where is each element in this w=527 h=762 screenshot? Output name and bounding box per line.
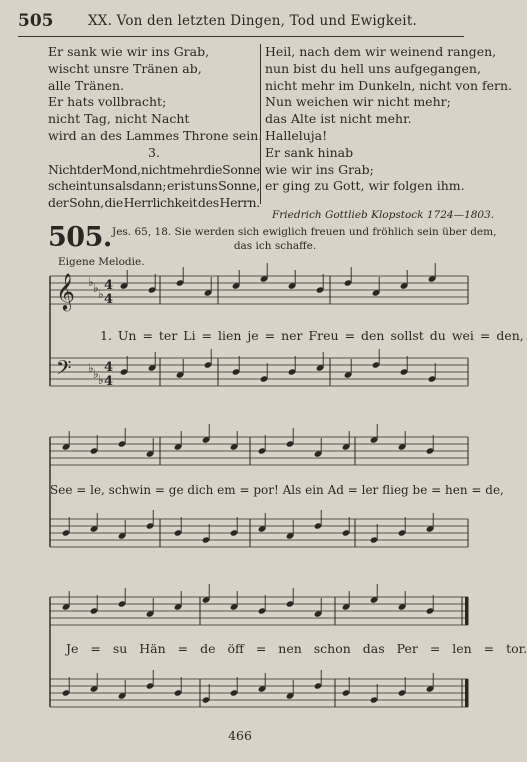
poem-line: alle Tränen. (48, 77, 125, 93)
lyrics-line-2: See = le, schwin = ge dich em = por! Als ein Ad = ler flieg be = hen = de, (50, 483, 504, 497)
bass-clef: 𝄢 (56, 356, 72, 384)
poem-line: wie wir ins Grab; (265, 161, 374, 177)
scripture-reference-cont: das ich schaffe. (233, 240, 317, 252)
final-barline (465, 679, 468, 707)
flat-sign: ♭ (98, 287, 104, 301)
flat-sign: ♭ (88, 275, 94, 289)
stanza-number: 3. (148, 144, 160, 160)
flat-sign: ♭ (93, 281, 99, 295)
poem-line: er ging zu Gott, wir folgen ihm. (265, 178, 465, 194)
scripture-reference: Jes. 65, 18. Sie werden sich ewiglich freuen und fröhlich sein über dem, (112, 226, 497, 238)
melody-label: Eigene Melodie. (58, 256, 145, 268)
flat-sign: ♭ (93, 367, 99, 381)
time-signature: 4 (104, 374, 114, 389)
hymn-number: 505. (48, 222, 112, 253)
poem-line: Heil, nach dem wir weinend rangen, (265, 44, 497, 59)
poem-line: Er sank hinab (265, 144, 354, 160)
poem-line: Halleluja! (265, 127, 328, 143)
poem-line: Nun weichen wir nicht mehr; (265, 94, 451, 110)
section-title: XX. Von den letzten Dingen, Tod und Ewigkeit. (88, 13, 417, 29)
final-barline (465, 597, 468, 625)
poem-line: der Sohn, die Herrlichkeit des Herrn. (48, 195, 260, 211)
poem-line: nun bist du hell uns aufgegangen, (265, 60, 481, 76)
footer-page-number: 466 (228, 728, 252, 743)
poem-line: das Alte ist nicht mehr. (265, 111, 412, 127)
treble-clef: 𝄞 (56, 272, 75, 310)
poem-author: Friedrich Gottlieb Klopstock 1724—1803. (272, 209, 495, 221)
poem-line: Er hats vollbracht; (48, 94, 167, 110)
flat-sign: ♭ (98, 373, 104, 387)
poem-line: scheint uns alsdann; er ist uns Sonne, (48, 178, 260, 194)
lyrics-line-3: Je = su Hän = de öff = nen schon das Per = len = tor. (66, 641, 527, 656)
time-signature: 4 (104, 360, 114, 375)
flat-sign: ♭ (88, 361, 94, 375)
poem-line: wischt unsre Tränen ab, (48, 60, 202, 76)
header-page-number: 505 (18, 11, 54, 31)
lyrics-line-1: 1. Un = ter Li = lien je = ner Freu = den sollst du wei = den, (100, 328, 524, 343)
poem-line: Er sank wie wir ins Grab, (48, 44, 210, 59)
time-signature: 4 (104, 278, 114, 293)
poem-line: wird an des Lammes Throne sein. (48, 127, 263, 143)
time-signature: 4 (104, 292, 114, 307)
poem-line: nicht mehr im Dunkeln, nicht von fern. (265, 77, 512, 93)
poem-line: nicht Tag, nicht Nacht (48, 111, 190, 127)
poem-line: Nicht der Mond, nicht mehr die Sonne (48, 161, 261, 177)
